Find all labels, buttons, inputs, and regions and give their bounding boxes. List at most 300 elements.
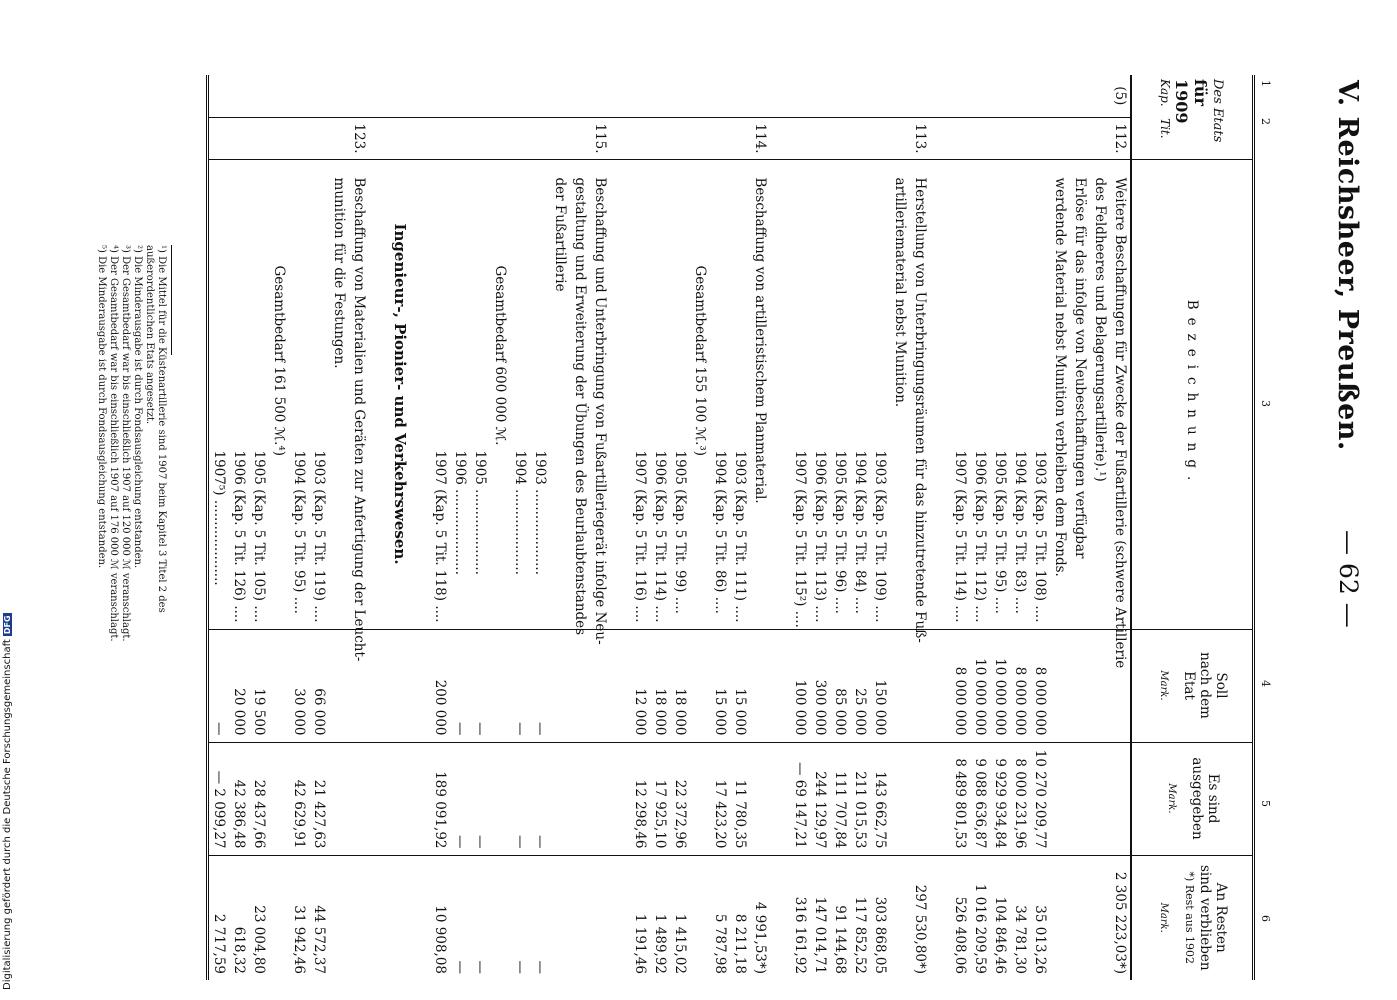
cell-bezeichnung (389, 159, 410, 629)
cell-kap (1010, 75, 1030, 117)
cell-reste (930, 855, 950, 980)
cell-tit (1110, 117, 1131, 159)
cell-tit (329, 117, 349, 159)
cell-reste (410, 855, 430, 980)
cell-bezeichnung (630, 159, 650, 629)
cell-reste-text: 31 942,46 (291, 905, 307, 975)
cell-bezeichnung (410, 159, 430, 629)
cell-reste (970, 855, 990, 980)
cell-reste (470, 855, 490, 980)
cell-kap (430, 75, 450, 117)
cell-reste-text: 2 717,59 (211, 913, 227, 975)
cell-tit (790, 117, 810, 159)
cell-bezeichnung-text: 1906 (Kap. 5 Tit. 114) .... (652, 450, 668, 623)
cell-reste (269, 855, 289, 980)
cell-bezeichnung-text: 1906 (Kap. 5 Tit. 113) .... (812, 450, 828, 623)
cell-ausgegeben-text: 8 000 231,96 (1012, 758, 1028, 849)
budget-table (206, 75, 1255, 980)
cell-reste-text: 1 415,02 (672, 913, 688, 975)
cell-bezeichnung (650, 159, 670, 629)
cell-ausgegeben (369, 742, 389, 855)
table-row (269, 75, 289, 980)
cell-ausgegeben (208, 742, 230, 855)
header-soll-unit: Mark. (1158, 670, 1169, 701)
cell-bezeichnung (530, 159, 550, 629)
cell-bezeichnung-text: des Feldheeres und Belagerungsartillerie).¹) (1092, 177, 1108, 482)
cell-bezeichnung (730, 159, 750, 629)
column-number: 5 (1259, 800, 1272, 807)
cell-bezeichnung-text: munition für die Festungen. (331, 177, 347, 369)
dfg-logo-icon: DFG (3, 615, 12, 635)
cell-bezeichnung-text (772, 166, 788, 178)
cell-reste (650, 855, 670, 980)
cell-ausgegeben (1090, 742, 1110, 855)
cell-bezeichnung (770, 159, 790, 629)
cell-soll (1090, 629, 1110, 742)
cell-ausgegeben-text: 12 298,46 (632, 779, 648, 849)
header-rest-line2: sind verblieben (1197, 864, 1213, 971)
cell-kap (349, 75, 369, 117)
cell-reste (590, 855, 610, 980)
cell-bezeichnung-text: Beschaffung von Materialien und Geräten zur Anfertigung der Leucht- (351, 177, 367, 662)
cell-soll-text: 200 000 (432, 679, 448, 736)
cell-tit (970, 117, 990, 159)
cell-tit (229, 117, 249, 159)
cell-tit (890, 117, 910, 159)
cell-reste (870, 855, 890, 980)
cell-soll (890, 629, 910, 742)
cell-bezeichnung-text: Herstellung von Unterbringungsräumen für das hinzutretende Fuß- (912, 177, 928, 643)
cell-reste (369, 855, 389, 980)
cell-ausgegeben (1110, 742, 1131, 855)
cell-reste (910, 855, 930, 980)
cell-tit-text: 112. (1112, 123, 1128, 154)
cell-soll (329, 629, 349, 742)
header-ausg-unit: Mark. (1166, 783, 1177, 814)
cell-bezeichnung-text: Weitere Beschaffungen für Zwecke der Fußartillerie (schwere Artillerie (1112, 177, 1128, 669)
cell-kap (309, 75, 329, 117)
cell-reste (1050, 855, 1070, 980)
cell-kap (990, 75, 1010, 117)
cell-soll (710, 629, 730, 742)
cell-kap (750, 75, 770, 117)
cell-reste (690, 855, 710, 980)
cell-ausgegeben (470, 742, 490, 855)
cell-soll (389, 629, 410, 742)
cell-bezeichnung (470, 159, 490, 629)
cell-tit-text: 115. (592, 123, 608, 154)
cell-bezeichnung (790, 159, 810, 629)
cell-bezeichnung-text: 1904 (Kap. 5 Tit. 95) .... (291, 450, 307, 614)
cell-bezeichnung-text: 1905 .................... (472, 450, 488, 575)
cell-soll (470, 629, 490, 742)
cell-bezeichnung (810, 159, 830, 629)
cell-reste-text: 316 161,92 (792, 896, 808, 975)
cell-kap (870, 75, 890, 117)
cell-kap (1050, 75, 1070, 117)
cell-reste (990, 855, 1010, 980)
cell-ausgegeben (289, 742, 309, 855)
cell-ausgegeben-text: 42 629,91 (291, 779, 307, 849)
cell-soll (990, 629, 1010, 742)
table-row (590, 75, 610, 980)
header-soll (1131, 629, 1254, 742)
cell-reste (610, 855, 630, 980)
table-row (1010, 75, 1030, 980)
cell-ausgegeben-text: 22 372,96 (672, 779, 688, 849)
cell-tit (530, 117, 550, 159)
cell-soll (850, 629, 870, 742)
table-row (510, 75, 530, 980)
table-row (369, 75, 389, 980)
cell-ausgegeben (810, 742, 830, 855)
header-rest-line1: An Resten (1213, 882, 1229, 953)
cell-bezeichnung (1090, 159, 1110, 629)
cell-ausgegeben-text: — (472, 835, 488, 849)
cell-tit (450, 117, 470, 159)
cell-tit-text: 123. (351, 123, 367, 154)
cell-tit (870, 117, 890, 159)
cell-kap (410, 75, 430, 117)
cell-ausgegeben (389, 742, 410, 855)
table-row (990, 75, 1010, 980)
cell-reste-text: — (452, 960, 468, 975)
cell-bezeichnung-text: 1906 (Kap. 5 Tit. 126) .... (231, 450, 247, 623)
cell-bezeichnung (550, 159, 570, 629)
cell-tit (830, 117, 850, 159)
cell-ausgegeben-text: 111 707,84 (832, 771, 848, 849)
cell-ausgegeben (690, 742, 710, 855)
cell-bezeichnung (249, 159, 269, 629)
cell-bezeichnung-text: Gesamtbedarf 155 100 ℳ.³) (692, 265, 708, 457)
cell-reste (850, 855, 870, 980)
cell-soll (450, 629, 470, 742)
header-tit: Tit. (1158, 118, 1173, 139)
table-row (410, 75, 430, 980)
cell-bezeichnung (329, 159, 349, 629)
cell-tit (309, 117, 329, 159)
cell-ausgegeben-text: 21 427,63 (311, 779, 327, 849)
table-row (349, 75, 369, 980)
cell-soll-text: 8 000 000 (1032, 666, 1048, 736)
cell-tit (1070, 117, 1090, 159)
cell-bezeichnung-text: Gesamtbedarf 600 000 ℳ. (492, 265, 508, 446)
cell-soll (269, 629, 289, 742)
cell-bezeichnung (349, 159, 369, 662)
cell-bezeichnung (1110, 159, 1131, 669)
cell-ausgegeben-text: — (452, 835, 468, 849)
cell-soll (650, 629, 670, 742)
cell-ausgegeben (630, 742, 650, 855)
cell-ausgegeben (1050, 742, 1070, 855)
cell-bezeichnung-text: 1903 .................... (532, 450, 548, 575)
cell-kap (289, 75, 309, 117)
cell-ausgegeben-text: 244 129,97 (812, 771, 828, 849)
cell-tit (950, 117, 970, 159)
cell-bezeichnung-text: 1905 (Kap. 5 Tit. 105) .... (251, 450, 267, 623)
cell-ausgegeben-text: 17 925,10 (652, 779, 668, 849)
column-number: 6 (1259, 915, 1272, 922)
footnote: ¹) Die Mittel für die Küstenartillerie sind 1907 beim Kapitel 3 Titel 2 des (156, 245, 167, 613)
cell-reste (950, 855, 970, 980)
cell-bezeichnung (229, 159, 249, 629)
cell-ausgegeben (890, 742, 910, 855)
cell-reste-text: — (472, 960, 488, 975)
cell-reste (329, 855, 349, 980)
cell-ausgegeben-text: 143 662,75 (872, 771, 888, 849)
cell-bezeichnung (890, 159, 910, 629)
cell-soll (490, 629, 510, 742)
cell-soll-text: 30 000 (291, 688, 307, 736)
cell-kap (690, 75, 710, 117)
cell-tit (289, 117, 309, 159)
table-row (490, 75, 510, 980)
cell-soll (289, 629, 309, 742)
cell-soll-text: — (452, 722, 468, 736)
cell-soll (590, 629, 610, 742)
table-row (389, 75, 410, 980)
column-number: 3 (1259, 400, 1272, 407)
cell-reste-text: 297 530,80*) (912, 884, 928, 975)
cell-bezeichnung (910, 159, 930, 643)
table-body (208, 75, 1132, 980)
cell-soll-text: 19 500 (251, 688, 267, 736)
cell-soll (970, 629, 990, 742)
cell-soll-text: 300 000 (812, 679, 828, 736)
cell-bezeichnung-text: der Fußartillerie (552, 177, 568, 292)
header-reste (1131, 855, 1254, 980)
cell-kap (710, 75, 730, 117)
cell-tit (1050, 117, 1070, 159)
cell-tit (650, 117, 670, 159)
cell-kap (630, 75, 650, 117)
cell-soll-text: — (472, 722, 488, 736)
cell-tit (550, 117, 570, 159)
cell-ausgegeben (830, 742, 850, 855)
table-row (430, 75, 450, 980)
cell-soll (1010, 629, 1030, 742)
cell-ausgegeben-text: 11 780,35 (732, 779, 748, 849)
cell-kap (850, 75, 870, 117)
cell-bezeichnung (610, 159, 630, 629)
cell-bezeichnung (990, 159, 1010, 629)
cell-bezeichnung-text: 1903 (Kap. 5 Tit. 119) .... (311, 450, 327, 623)
cell-soll (1070, 629, 1090, 742)
cell-kap (1090, 75, 1110, 117)
cell-bezeichnung-text: Erlöse für das infolge von Neubeschaffungen verfügbar (1072, 177, 1088, 559)
cell-soll (830, 629, 850, 742)
table-row (470, 75, 490, 980)
cell-reste-text: 91 144,68 (832, 905, 848, 975)
cell-reste (430, 855, 450, 980)
table-row (249, 75, 269, 980)
cell-bezeichnung-text: 1905 (Kap. 5 Tit. 96) .... (832, 450, 848, 614)
cell-ausgegeben (790, 742, 810, 855)
cell-kap (269, 75, 289, 117)
header-ausgegeben (1131, 742, 1254, 855)
cell-tit (490, 117, 510, 159)
table-row (930, 75, 950, 980)
cell-tit-text: 113. (912, 123, 928, 154)
cell-ausgegeben (970, 742, 990, 855)
cell-ausgegeben (450, 742, 470, 855)
cell-reste (570, 855, 590, 980)
cell-ausgegeben (770, 742, 790, 855)
table-row (830, 75, 850, 980)
cell-ausgegeben (590, 742, 610, 855)
cell-kap (510, 75, 530, 117)
cell-reste (1010, 855, 1030, 980)
cell-ausgegeben-text: — (532, 835, 548, 849)
table-row (850, 75, 870, 980)
cell-reste-text: 526 408,06 (952, 896, 968, 975)
cell-bezeichnung-text: werdende Material nebst Munition verbleiben dem Fonds. (1052, 177, 1068, 577)
cell-tit (249, 117, 269, 159)
cell-soll (430, 629, 450, 742)
cell-reste (830, 855, 850, 980)
cell-bezeichnung (850, 159, 870, 629)
cell-soll (630, 629, 650, 742)
cell-bezeichnung-text: 1907⁵) .................... (211, 450, 227, 586)
cell-reste-text: 117 852,52 (852, 896, 868, 975)
cell-soll (1050, 629, 1070, 742)
table-row (1050, 75, 1070, 980)
cell-tit (910, 117, 930, 159)
cell-ausgegeben-text: 10 270 209,77 (1032, 749, 1048, 849)
header-kap: Kap. (1158, 79, 1173, 107)
cell-bezeichnung-text (612, 166, 628, 178)
table-row (570, 75, 590, 980)
cell-reste (490, 855, 510, 980)
cell-soll-text: 25 000 (852, 688, 868, 736)
column-number: 4 (1259, 680, 1272, 687)
cell-ausgegeben-text: 42 386,48 (231, 779, 247, 849)
page-number: — 62 — (1334, 530, 1363, 628)
cell-ausgegeben (550, 742, 570, 855)
cell-ausgegeben (910, 742, 930, 855)
cell-reste-text: 618,32 (231, 926, 247, 975)
cell-kap (730, 75, 750, 117)
cell-reste (289, 855, 309, 980)
cell-reste (770, 855, 790, 980)
header-bezeichnung: Bezeichnung. (1131, 159, 1254, 629)
footnote: außerordentlichen Etats angesetzt. (144, 245, 155, 425)
header-soll-line3: Etat (1181, 671, 1197, 700)
cell-bezeichnung-text: 1903 (Kap. 5 Tit. 111) .... (732, 450, 748, 623)
table-row (810, 75, 830, 980)
cell-tit (269, 117, 289, 159)
cell-soll (1030, 629, 1050, 742)
cell-kap (930, 75, 950, 117)
column-number: 1 (1259, 80, 1272, 87)
cell-tit (369, 117, 389, 159)
cell-bezeichnung-text: gestaltung und Erweiterung der Übungen des Beurlaubtenstandes (572, 177, 588, 636)
cell-soll-text: — (512, 722, 528, 736)
cell-ausgegeben-text: — 2 099,27 (211, 770, 227, 849)
table-row (1090, 75, 1110, 980)
cell-soll (930, 629, 950, 742)
cell-bezeichnung-text: 1907 (Kap. 5 Tit. 115²) .... (792, 450, 808, 628)
cell-tit (389, 117, 410, 159)
cell-bezeichnung (690, 159, 710, 629)
cell-ausgegeben-text: — 69 147,21 (792, 762, 808, 849)
cell-soll-text: 100 000 (792, 679, 808, 736)
cell-reste (530, 855, 550, 980)
cell-ausgegeben-text: 8 489 801,53 (952, 758, 968, 849)
cell-kap (950, 75, 970, 117)
cell-soll-text: 20 000 (231, 688, 247, 736)
footnote: ⁵) Die Minderausgabe ist durch Fondsausgleichung entstanden. (96, 245, 107, 569)
cell-tit (610, 117, 630, 159)
cell-tit (810, 117, 830, 159)
cell-tit (710, 117, 730, 159)
cell-tit (430, 117, 450, 159)
footnote: ²) Die Minderausgabe ist durch Fondsausgleichung entstanden. (132, 245, 143, 569)
cell-tit (410, 117, 430, 159)
cell-soll-text: 8 000 000 (952, 666, 968, 736)
table-row (610, 75, 630, 980)
cell-reste-text: 10 908,08 (432, 905, 448, 975)
cell-bezeichnung-text: 1907 (Kap. 5 Tit. 116) .... (632, 450, 648, 623)
cell-soll-text: 85 000 (832, 688, 848, 736)
cell-reste-text: 4 991,53*) (752, 901, 768, 975)
cell-ausgegeben (1070, 742, 1090, 855)
table-row (550, 75, 570, 980)
cell-soll (690, 629, 710, 742)
header-etat-line1: Des Etats (1210, 79, 1226, 143)
cell-bezeichnung (930, 159, 950, 629)
cell-bezeichnung-text: 1904 .................... (512, 450, 528, 575)
cell-bezeichnung-text: 1903 (Kap. 5 Tit. 109) .... (872, 450, 888, 623)
cell-kap (570, 75, 590, 117)
cell-ausgegeben (650, 742, 670, 855)
cell-bezeichnung (369, 159, 389, 629)
cell-tit (349, 117, 369, 159)
cell-bezeichnung (710, 159, 730, 629)
cell-ausgegeben (410, 742, 430, 855)
cell-soll (770, 629, 790, 742)
cell-soll (670, 629, 690, 742)
cell-tit (850, 117, 870, 159)
cell-soll-text: 18 000 (672, 688, 688, 736)
cell-bezeichnung-text: 1904 (Kap. 5 Tit. 86) .... (712, 450, 728, 614)
cell-ausgegeben (730, 742, 750, 855)
cell-reste (309, 855, 329, 980)
table-row (289, 75, 309, 980)
table-row (329, 75, 349, 980)
cell-kap (208, 75, 230, 117)
cell-soll-text: 10 000 000 (992, 658, 1008, 736)
cell-bezeichnung (1070, 159, 1090, 629)
cell-kap (329, 75, 349, 117)
cell-reste (208, 855, 230, 980)
cell-bezeichnung (750, 159, 770, 629)
cell-bezeichnung (670, 159, 690, 629)
cell-ausgegeben (950, 742, 970, 855)
header-soll-line2: nach dem (1197, 652, 1213, 719)
footnotes (95, 245, 172, 965)
cell-soll (510, 629, 530, 742)
footnote: ³) Der Gesamtbedarf war bis einschließlich 1907 auf 120 000 ℳ veranschlagt. (120, 245, 131, 642)
cell-bezeichnung-text: Gesamtbedarf 161 500 ℳ.⁴) (271, 265, 287, 457)
cell-reste-text: 5 787,98 (712, 913, 728, 975)
table-row (1110, 75, 1131, 980)
cell-kap (1110, 75, 1131, 117)
cell-ausgegeben-text: 189 091,92 (432, 771, 448, 849)
cell-ausgegeben (610, 742, 630, 855)
cell-ausgegeben (430, 742, 450, 855)
cell-kap (670, 75, 690, 117)
